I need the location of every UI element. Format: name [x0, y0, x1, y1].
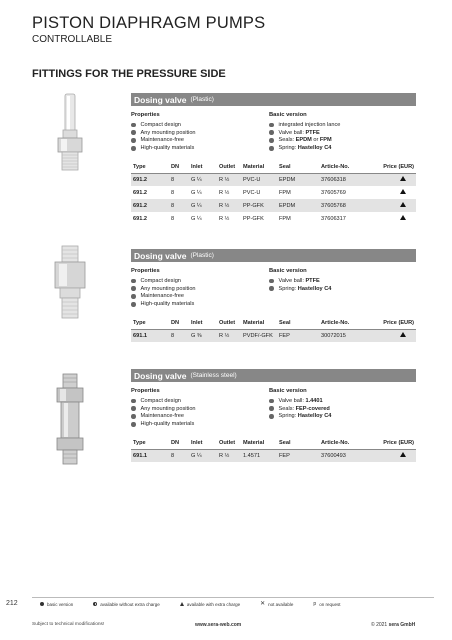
bullet-dot-icon — [269, 138, 274, 143]
website-link[interactable]: www.sera-web.com — [195, 622, 242, 628]
table-header-cell: DN — [171, 437, 191, 449]
table-header-cell: Material — [243, 437, 279, 449]
property-text: High-quality materials — [140, 421, 195, 428]
price-cell — [376, 329, 416, 342]
property-item — [131, 405, 269, 413]
bullet-dot-icon — [131, 422, 136, 427]
table-cell: 691.2 — [133, 215, 147, 222]
table-cell: R ½ — [219, 173, 243, 186]
table-header-cell: Outlet — [219, 161, 243, 173]
table-header-cell: Article-No. — [321, 161, 376, 173]
legend-item-no-charge: available without extra charge — [93, 602, 160, 607]
property-text: Any mounting position — [140, 129, 196, 136]
property-text: Any mounting position — [140, 405, 196, 412]
extra-charge-triangle-icon — [400, 452, 406, 457]
table-cell: PP-GFK — [243, 215, 264, 222]
price-cell — [376, 449, 416, 462]
table-header-cell: Outlet — [219, 317, 243, 329]
property-item — [131, 129, 269, 137]
table-cell: 8 — [171, 215, 175, 222]
page-subtitle: CONTROLLABLE — [32, 34, 113, 45]
page-title: PISTON DIAPHRAGM PUMPS — [32, 14, 266, 32]
table-cell: 37600493 — [321, 449, 376, 462]
basic-version-title: Basic version — [269, 112, 307, 118]
property-item — [131, 121, 269, 129]
table-row — [131, 329, 416, 342]
table-cell: 37606317 — [321, 215, 346, 222]
property-item — [131, 397, 269, 405]
product-block — [131, 369, 416, 459]
legend-item-not-available: ✕ not available — [260, 601, 294, 607]
basic-version-column — [269, 268, 407, 308]
table-cell: G ¼ — [191, 173, 219, 186]
filled-dot-icon — [40, 602, 44, 606]
table-cell: 8 — [171, 449, 191, 462]
table-cell: FPM — [279, 215, 291, 222]
section-heading: FITTINGS FOR THE PRESSURE SIDE — [32, 68, 226, 80]
bullet-dot-icon — [131, 146, 136, 151]
basic-version-column — [269, 388, 407, 428]
table-cell: 691.1 — [131, 329, 171, 342]
property-text: Compact design — [140, 121, 181, 128]
table-cell: G ¼ — [191, 189, 202, 196]
table-header-cell: Inlet — [191, 317, 219, 329]
table-cell: FPM — [279, 189, 291, 196]
table-cell: 30072015 — [321, 329, 376, 342]
property-item — [131, 300, 269, 308]
product-material-note: (Stainless steel) — [190, 372, 237, 379]
table-header-row — [131, 317, 416, 329]
product-block — [131, 249, 416, 339]
cross-icon: ✕ — [260, 601, 266, 607]
dosing-valve-plastic-image — [50, 240, 90, 330]
specification-table — [131, 437, 416, 462]
product-material-note: (Plastic) — [190, 96, 214, 103]
property-text: Maintenance-free — [140, 413, 185, 420]
table-header-cell: Price (EUR) — [376, 437, 416, 449]
extra-charge-triangle-icon — [400, 202, 406, 207]
property-text: Compact design — [140, 397, 181, 404]
table-cell: G ¼ — [191, 199, 219, 212]
specification-table — [131, 317, 416, 342]
product-name: Dosing valve — [134, 94, 187, 105]
table-header-cell: Type — [131, 161, 171, 173]
product-name: Dosing valve — [134, 370, 187, 381]
price-cell — [376, 173, 416, 186]
bullet-dot-icon — [269, 123, 274, 128]
table-header-cell: Article-No. — [321, 317, 376, 329]
property-text: Compact design — [140, 277, 181, 284]
property-item — [131, 277, 269, 285]
properties-title: Properties — [131, 388, 160, 394]
properties-column — [131, 388, 269, 428]
basic-version-text: Seals: FEP-covered — [278, 405, 330, 412]
basic-version-item — [269, 277, 407, 285]
properties-title: Properties — [131, 112, 160, 118]
basic-version-title: Basic version — [269, 268, 307, 274]
property-text: Maintenance-free — [140, 293, 185, 300]
price-cell — [376, 186, 416, 199]
table-cell: R ½ — [219, 329, 243, 342]
table-cell: G ¼ — [191, 449, 219, 462]
table-row — [131, 186, 416, 199]
table-cell: PVDF/-GFK — [243, 329, 279, 342]
table-header-cell: Seal — [279, 161, 321, 173]
basic-version-item — [269, 137, 407, 145]
table-cell: 37605768 — [321, 199, 376, 212]
property-text: High-quality materials — [140, 145, 195, 152]
table-cell: 691.2 — [131, 199, 171, 212]
table-cell: 8 — [171, 199, 191, 212]
dosing-valve-stainless-image — [50, 370, 90, 470]
property-item — [131, 413, 269, 421]
table-header-cell: Price (EUR) — [376, 317, 416, 329]
table-header-cell: DN — [171, 161, 191, 173]
bullet-dot-icon — [131, 138, 136, 143]
basic-version-item — [269, 405, 407, 413]
bullet-dot-icon — [131, 279, 136, 284]
table-cell: EPDM — [279, 173, 321, 186]
property-item — [131, 285, 269, 293]
table-cell: G ¼ — [191, 215, 202, 222]
extra-charge-triangle-icon — [400, 189, 406, 194]
property-item — [131, 144, 269, 152]
basic-version-text: Valve ball: PTFE — [278, 277, 320, 284]
bullet-dot-icon — [131, 130, 136, 135]
table-cell: 691.1 — [131, 449, 171, 462]
bullet-dot-icon — [269, 286, 274, 291]
table-header-cell: Outlet — [219, 437, 243, 449]
bullet-dot-icon — [131, 286, 136, 291]
basic-version-item — [269, 144, 407, 152]
table-cell: PVC-U — [243, 189, 261, 196]
property-item — [131, 137, 269, 145]
basic-version-text: Spring: Hastelloy C4 — [278, 145, 332, 152]
table-row — [131, 173, 416, 186]
extra-charge-triangle-icon — [400, 332, 406, 337]
price-cell — [376, 212, 416, 225]
table-header-cell: Article-No. — [321, 437, 376, 449]
legend-item-basic: basic version — [40, 602, 73, 607]
product-header-bar — [131, 93, 416, 106]
p-symbol-icon: p — [313, 601, 317, 607]
bullet-dot-icon — [269, 130, 274, 135]
table-cell: 37606318 — [321, 173, 376, 186]
specification-table — [131, 161, 416, 225]
legend-item-on-request: p on request — [313, 601, 341, 607]
table-cell: 8 — [171, 189, 175, 196]
table-cell: PP-GFK — [243, 199, 279, 212]
table-cell: 8 — [171, 173, 191, 186]
table-cell: FEP — [279, 329, 321, 342]
basic-version-title: Basic version — [269, 388, 307, 394]
extra-charge-triangle-icon — [400, 215, 406, 220]
bullet-dot-icon — [131, 123, 136, 128]
page-number: 212 — [6, 600, 18, 607]
table-cell: R ½ — [219, 215, 230, 222]
property-text: Maintenance-free — [140, 137, 185, 144]
bullet-dot-icon — [131, 406, 136, 411]
property-text: Any mounting position — [140, 285, 196, 292]
bullet-dot-icon — [131, 302, 136, 307]
bullet-dot-icon — [131, 294, 136, 299]
table-header-cell: DN — [171, 317, 191, 329]
basic-version-text: Valve ball: 1.4401 — [278, 397, 323, 404]
basic-version-column — [269, 112, 407, 152]
half-dot-icon — [93, 602, 97, 606]
bullet-dot-icon — [269, 279, 274, 284]
product-name: Dosing valve — [134, 250, 187, 261]
basic-version-item — [269, 413, 407, 421]
table-cell: 691.2 — [131, 173, 171, 186]
triangle-icon — [180, 602, 184, 606]
property-item — [131, 293, 269, 301]
table-header-cell: Material — [243, 161, 279, 173]
table-cell: R ½ — [219, 189, 230, 196]
bullet-dot-icon — [269, 414, 274, 419]
basic-version-text: Spring: Hastelloy C4 — [278, 285, 332, 292]
table-cell: FEP — [279, 449, 321, 462]
table-cell: G ⅜ — [191, 329, 219, 342]
properties-title: Properties — [131, 268, 160, 274]
table-cell: EPDM — [279, 199, 321, 212]
extra-charge-triangle-icon — [400, 176, 406, 181]
properties-column — [131, 268, 269, 308]
table-cell: 1.4571 — [243, 449, 279, 462]
table-cell: 37605769 — [321, 189, 346, 196]
product-header-bar — [131, 249, 416, 262]
table-header-cell: Type — [131, 317, 171, 329]
table-row — [131, 212, 416, 225]
basic-version-text: Spring: Hastelloy C4 — [278, 413, 332, 420]
table-header-cell: Type — [131, 437, 171, 449]
bullet-dot-icon — [269, 399, 274, 404]
table-header-cell: Price (EUR) — [376, 161, 416, 173]
table-header-cell: Material — [243, 317, 279, 329]
disclaimer: Subject to technical modifications! — [32, 622, 105, 627]
product-block — [131, 93, 416, 222]
table-header-row — [131, 161, 416, 173]
copyright: © 2021 sera GmbH — [371, 622, 416, 628]
table-row — [131, 199, 416, 212]
table-cell: PVC-U — [243, 173, 279, 186]
price-cell — [376, 199, 416, 212]
basic-version-text: Seals: EPDM or FPM — [278, 137, 332, 144]
table-header-cell: Seal — [279, 317, 321, 329]
bullet-dot-icon — [131, 414, 136, 419]
table-cell: 691.2 — [133, 189, 147, 196]
table-cell: R ½ — [219, 449, 243, 462]
basic-version-text: integrated injection lance — [278, 121, 341, 128]
table-cell: R ½ — [219, 199, 243, 212]
basic-version-item — [269, 129, 407, 137]
bullet-dot-icon — [131, 399, 136, 404]
basic-version-text: Valve ball: PTFE — [278, 129, 320, 136]
property-text: High-quality materials — [140, 301, 195, 308]
table-cell: 8 — [171, 329, 191, 342]
table-header-cell: Seal — [279, 437, 321, 449]
availability-legend — [40, 601, 360, 607]
legend-item-extra-charge: available with extra charge — [180, 602, 240, 607]
basic-version-item — [269, 397, 407, 405]
product-material-note: (Plastic) — [190, 252, 214, 259]
table-header-cell: Inlet — [191, 437, 219, 449]
basic-version-item — [269, 285, 407, 293]
property-item — [131, 420, 269, 428]
product-header-bar — [131, 369, 416, 382]
properties-column — [131, 112, 269, 152]
dosing-valve-plastic-lance-image — [50, 92, 90, 182]
bullet-dot-icon — [269, 406, 274, 411]
table-row — [131, 449, 416, 462]
basic-version-item — [269, 121, 407, 129]
footer-divider — [32, 597, 434, 598]
table-header-row — [131, 437, 416, 449]
table-header-cell: Inlet — [191, 161, 219, 173]
bullet-dot-icon — [269, 146, 274, 151]
